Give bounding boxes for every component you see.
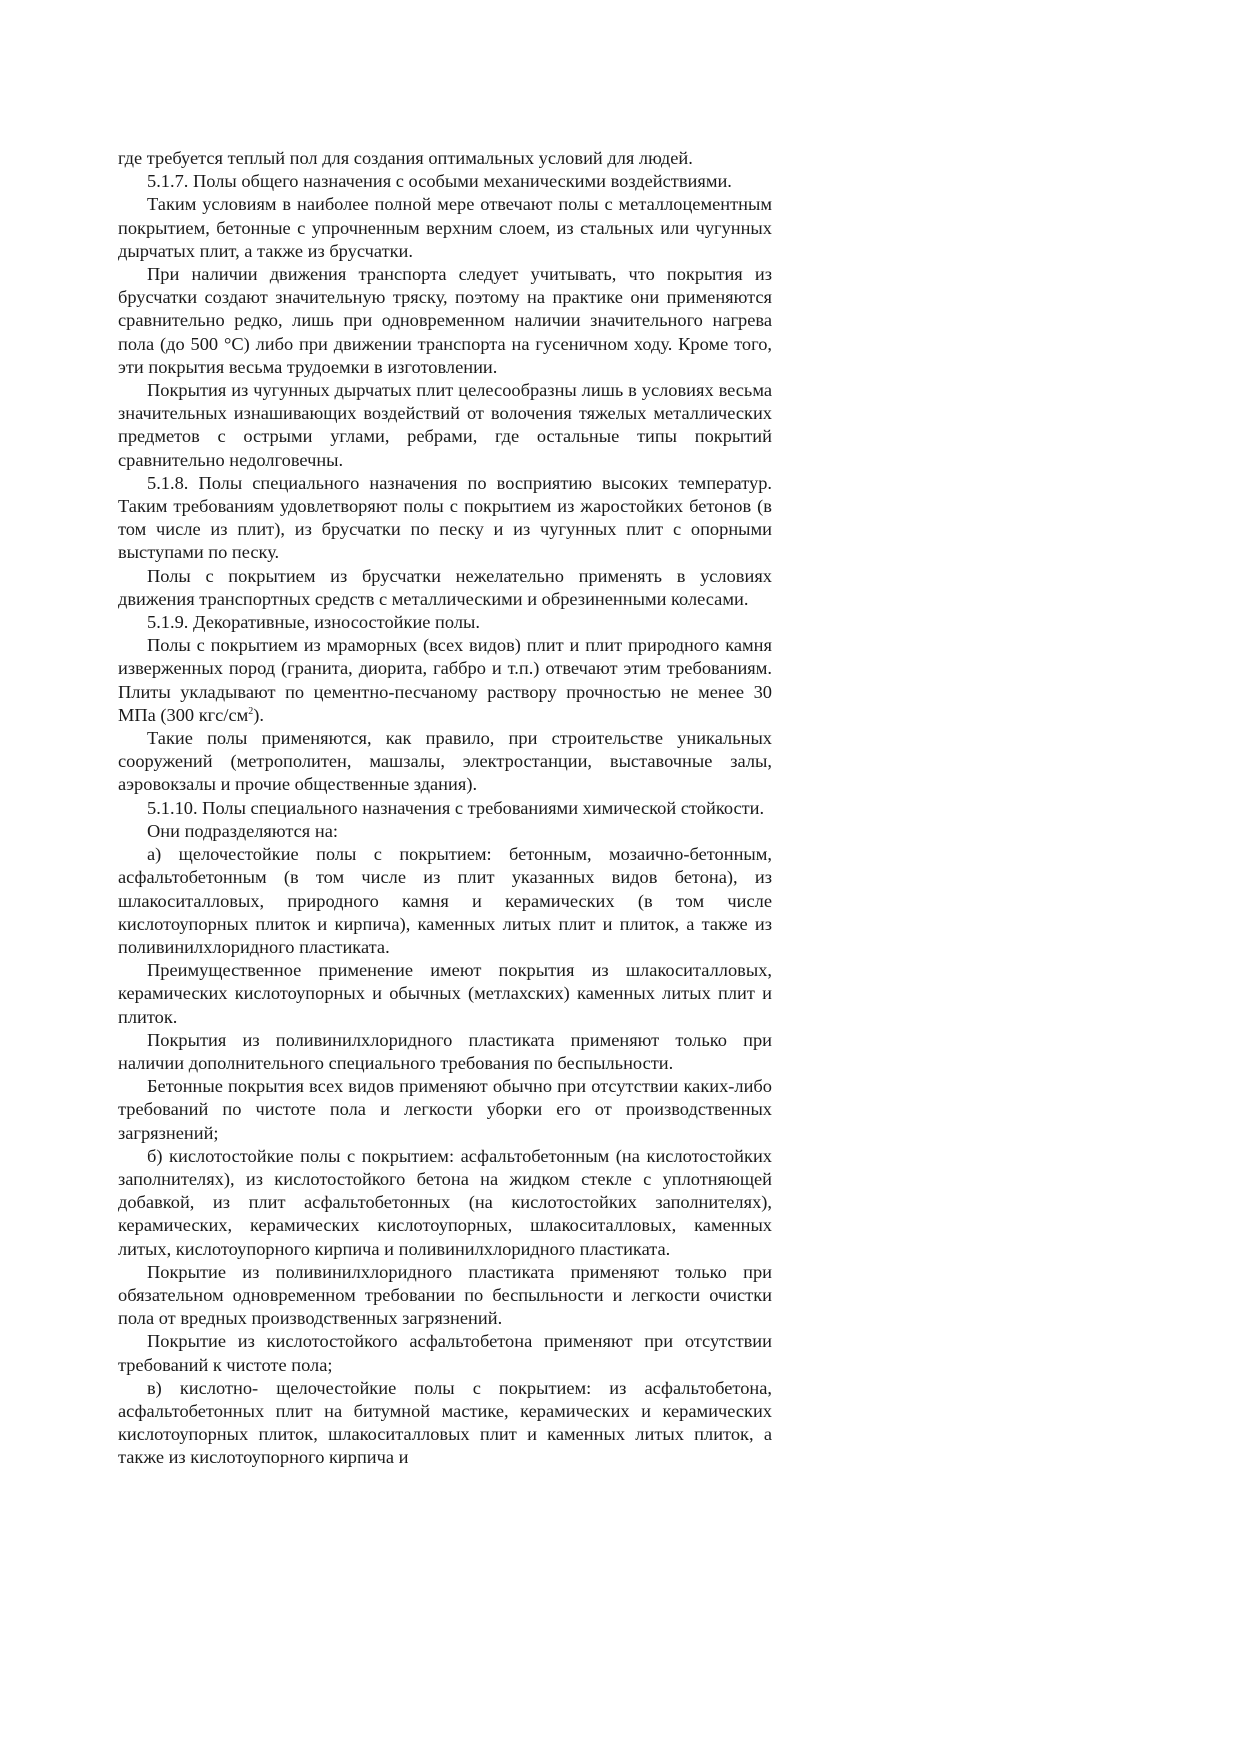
paragraph: При наличии движения транспорта следует учитывать, что покрытия из брусчатки создают значительную тряску, поэтому на практике они применяются сравнительно редко, лишь при одновременном наличии значительного нагрева пола (до 500 °С) либо при движении транспорта на гусеничном ходу. Кроме того, эти покрытия весьма трудоемки в изготовлении. [118,264,772,377]
section-5-1-9-heading: 5.1.9. Декоративные, износостойкие полы. [147,612,480,633]
paragraph-with-superscript [118,634,772,727]
list-item-v: в) кислотно- щелочестойкие полы с покрытием: из асфальтобетона, асфальтобетонных плит на битумной мастике, керамических и керамических кислотоупорных плиток, шлакоситалловых плит и каменных литых плиток, а также из кислотоупорного кирпича и [118,1377,772,1468]
paragraph: Покрытие из кислотостойкого асфальтобетона применяют при отсутствии требований к чистоте пола; [118,1331,772,1375]
section-5-1-7-heading: 5.1.7. Полы общего назначения с особыми механическими воздействиями. [147,171,732,192]
paragraph: Бетонные покрытия всех видов применяют обычно при отсутствии каких-либо требований по чистоте пола и легкости уборки его от производственных загрязнений; [118,1076,772,1143]
paragraph-continuation: где требуется теплый пол для создания оптимальных условий для людей. [118,148,693,168]
paragraph: Покрытия из чугунных дырчатых плит целесообразны лишь в условиях весьма значительных изнашивающих воздействий от волочения тяжелых металлических предметов с острыми углами, ребрами, где остальные типы покрытий сравнительно недолговечны. [118,380,772,470]
paragraph: Покрытие из поливинилхлоридного пластиката применяют только при обязательном одновременном требовании по беспыльности и легкости очистки пола от вредных производственных загрязнений. [118,1261,772,1329]
list-item-a: а) щелочестойкие полы с покрытием: бетонным, мозаично-бетонным, асфальтобетонным (в том числе из плит указанных видов бетона), из шлакоситалловых, природного камня и керамических (в том числе кислотоупорных плиток и кирпича), каменных литых плит и плиток, а также из поливинилхлоридного пластиката. [118,844,772,957]
section-5-1-8-paragraph: 5.1.8. Полы специального назначения по восприятию высоких температур. Таким требованиям удовлетворяют полы с покрытием из жаростойких бетонов (в том числе из плит), из брусчатки по песку и из чугунных плит с опорными выступами по песку. [118,472,772,563]
paragraph: Преимущественное применение имеют покрытия из шлакоситалловых, керамических кислотоупорных и обычных (метлахских) каменных литых плит и плиток. [118,960,772,1027]
paragraph: Они подразделяются на: [147,820,338,841]
paragraph: Такие полы применяются, как правило, при строительстве уникальных сооружений (метрополитен, машзалы, электростанции, выставочные залы, аэровокзалы и прочие общественные здания). [118,728,772,795]
paragraph-text: ). [253,704,264,725]
paragraph-text: Полы с покрытием из мраморных (всех видов) плит и плит природного камня изверженных пород (гранита, диорита, габбро и т.п.) отвечают этим требованиям. Плиты укладывают по цементно-песчаному раствору прочностью не менее 30 МПа (300 кгс/см [118,635,772,725]
paragraph: Полы с покрытием из брусчатки нежелательно применять в условиях движения транспортных средств с металлическими и обрезиненными колесами. [118,565,772,609]
document-page [118,147,772,1470]
paragraph: Покрытия из поливинилхлоридного пластиката применяют только при наличии дополнительного специального требования по беспыльности. [118,1029,772,1073]
section-5-1-10-heading: 5.1.10. Полы специального назначения с требованиями химической стойкости. [147,797,765,818]
superscript: 2 [248,705,254,717]
list-item-b: б) кислотостойкие полы с покрытием: асфальтобетонным (на кислотостойких заполнителях), из кислотостойкого бетона на жидком стекле с уплотняющей добавкой, из плит асфальтобетонных (на кислотостойких заполнителях), керамических, керамических кислотоупорных, шлакоситалловых, каменных литых, кислотоупорного кирпича и поливинилхлоридного пластиката. [118,1145,772,1259]
paragraph: Таким условиям в наиболее полной мере отвечают полы с металлоцементным покрытием, бетонные с упрочненным верхним слоем, из стальных или чугунных дырчатых плит, а также из брусчатки. [118,194,772,261]
